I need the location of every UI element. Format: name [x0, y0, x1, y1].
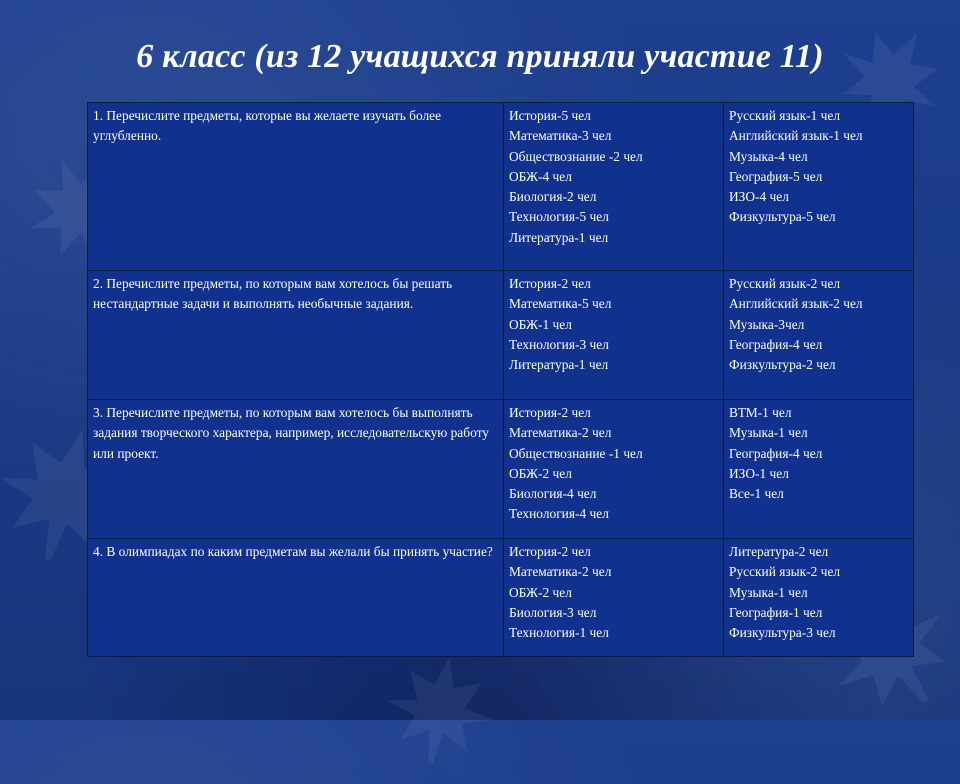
list-item: Биология-4 чел [509, 486, 597, 502]
table-row [88, 539, 914, 657]
list-item: Технология-3 чел [509, 336, 609, 352]
subjects-cell [504, 271, 724, 400]
list-item: Музыка-3чел [729, 316, 805, 332]
list-item: История-5 чел [509, 108, 591, 123]
list-item: Технология-4 чел [509, 506, 609, 522]
list-item: ИЗО-4 чел [729, 189, 789, 205]
subjects-cell [724, 539, 914, 657]
list-item: Русский язык-1 чел [729, 108, 841, 123]
slide-title: 6 класс (из 12 учащихся приняли участие 11) [136, 38, 824, 75]
list-item: ОБЖ-4 чел [509, 168, 572, 184]
question-cell: 2. Перечислите предметы, по которым вам хотелось бы решать нестандартные задачи и выполнять необычные задания. [88, 271, 504, 400]
table-row [88, 400, 914, 539]
list-item: Обществознание -2 чел [509, 148, 643, 164]
list-item: Математика-2 чел [509, 564, 612, 580]
subjects-cell [724, 271, 914, 400]
list-item: Русский язык-2 чел [729, 564, 841, 580]
question-cell: 1. Перечислите предметы, которые вы желаете изучать более углубленно. [88, 103, 504, 271]
list-item: ОБЖ-1 чел [509, 316, 572, 332]
question-cell: 4. В олимпиадах по каким предметам вы желали бы принять участие? [88, 539, 504, 657]
list-item: ИЗО-1 чел [729, 465, 789, 481]
list-item: Английский язык-2 чел [729, 296, 863, 312]
subjects-cell [504, 103, 724, 271]
list-item: Музыка-1 чел [729, 584, 808, 600]
list-item: Литература-2 чел [729, 544, 829, 559]
list-item: Физкультура-5 чел [729, 209, 836, 225]
list-item: Физкультура-2 чел [729, 357, 836, 373]
list-item: ОБЖ-2 чел [509, 584, 572, 600]
list-item: Математика-2 чел [509, 425, 612, 441]
maple-leaf-icon [370, 640, 509, 779]
list-item: История-2 чел [509, 544, 591, 559]
list-item: Музыка-4 чел [729, 148, 808, 164]
list-item: География-4 чел [729, 445, 823, 461]
list-item: ВТМ-1 чел [729, 405, 792, 420]
list-item: Все-1 чел [729, 486, 784, 502]
list-item: Технология-1 чел [509, 625, 609, 641]
list-item: География-5 чел [729, 168, 823, 184]
list-item: Математика-3 чел [509, 128, 612, 144]
question-cell: 3. Перечислите предметы, по которым вам хотелось бы выполнять задания творческого характера, например, исследовательскую работу или проект. [88, 400, 504, 539]
table-row [88, 271, 914, 400]
list-item: Обществознание -1 чел [509, 445, 643, 461]
list-item: Технология-5 чел [509, 209, 609, 225]
list-item: Биология-3 чел [509, 604, 597, 620]
list-item: Музыка-1 чел [729, 425, 808, 441]
list-item: Литература-1 чел [509, 229, 609, 245]
subjects-cell [504, 539, 724, 657]
survey-table [87, 102, 914, 657]
list-item: Литература-1 чел [509, 357, 609, 373]
list-item: История-2 чел [509, 276, 591, 291]
list-item: Физкультура-3 чел [729, 625, 836, 641]
subjects-cell [504, 400, 724, 539]
list-item: География-1 чел [729, 604, 823, 620]
list-item: Биология-2 чел [509, 189, 597, 205]
list-item: География-4 чел [729, 336, 823, 352]
list-item: ОБЖ-2 чел [509, 465, 572, 481]
subjects-cell [724, 103, 914, 271]
list-item: Русский язык-2 чел [729, 276, 841, 291]
list-item: История-2 чел [509, 405, 591, 420]
table-row [88, 103, 914, 271]
list-item: Математика-5 чел [509, 296, 612, 312]
subjects-cell [724, 400, 914, 539]
list-item: Английский язык-1 чел [729, 128, 863, 144]
